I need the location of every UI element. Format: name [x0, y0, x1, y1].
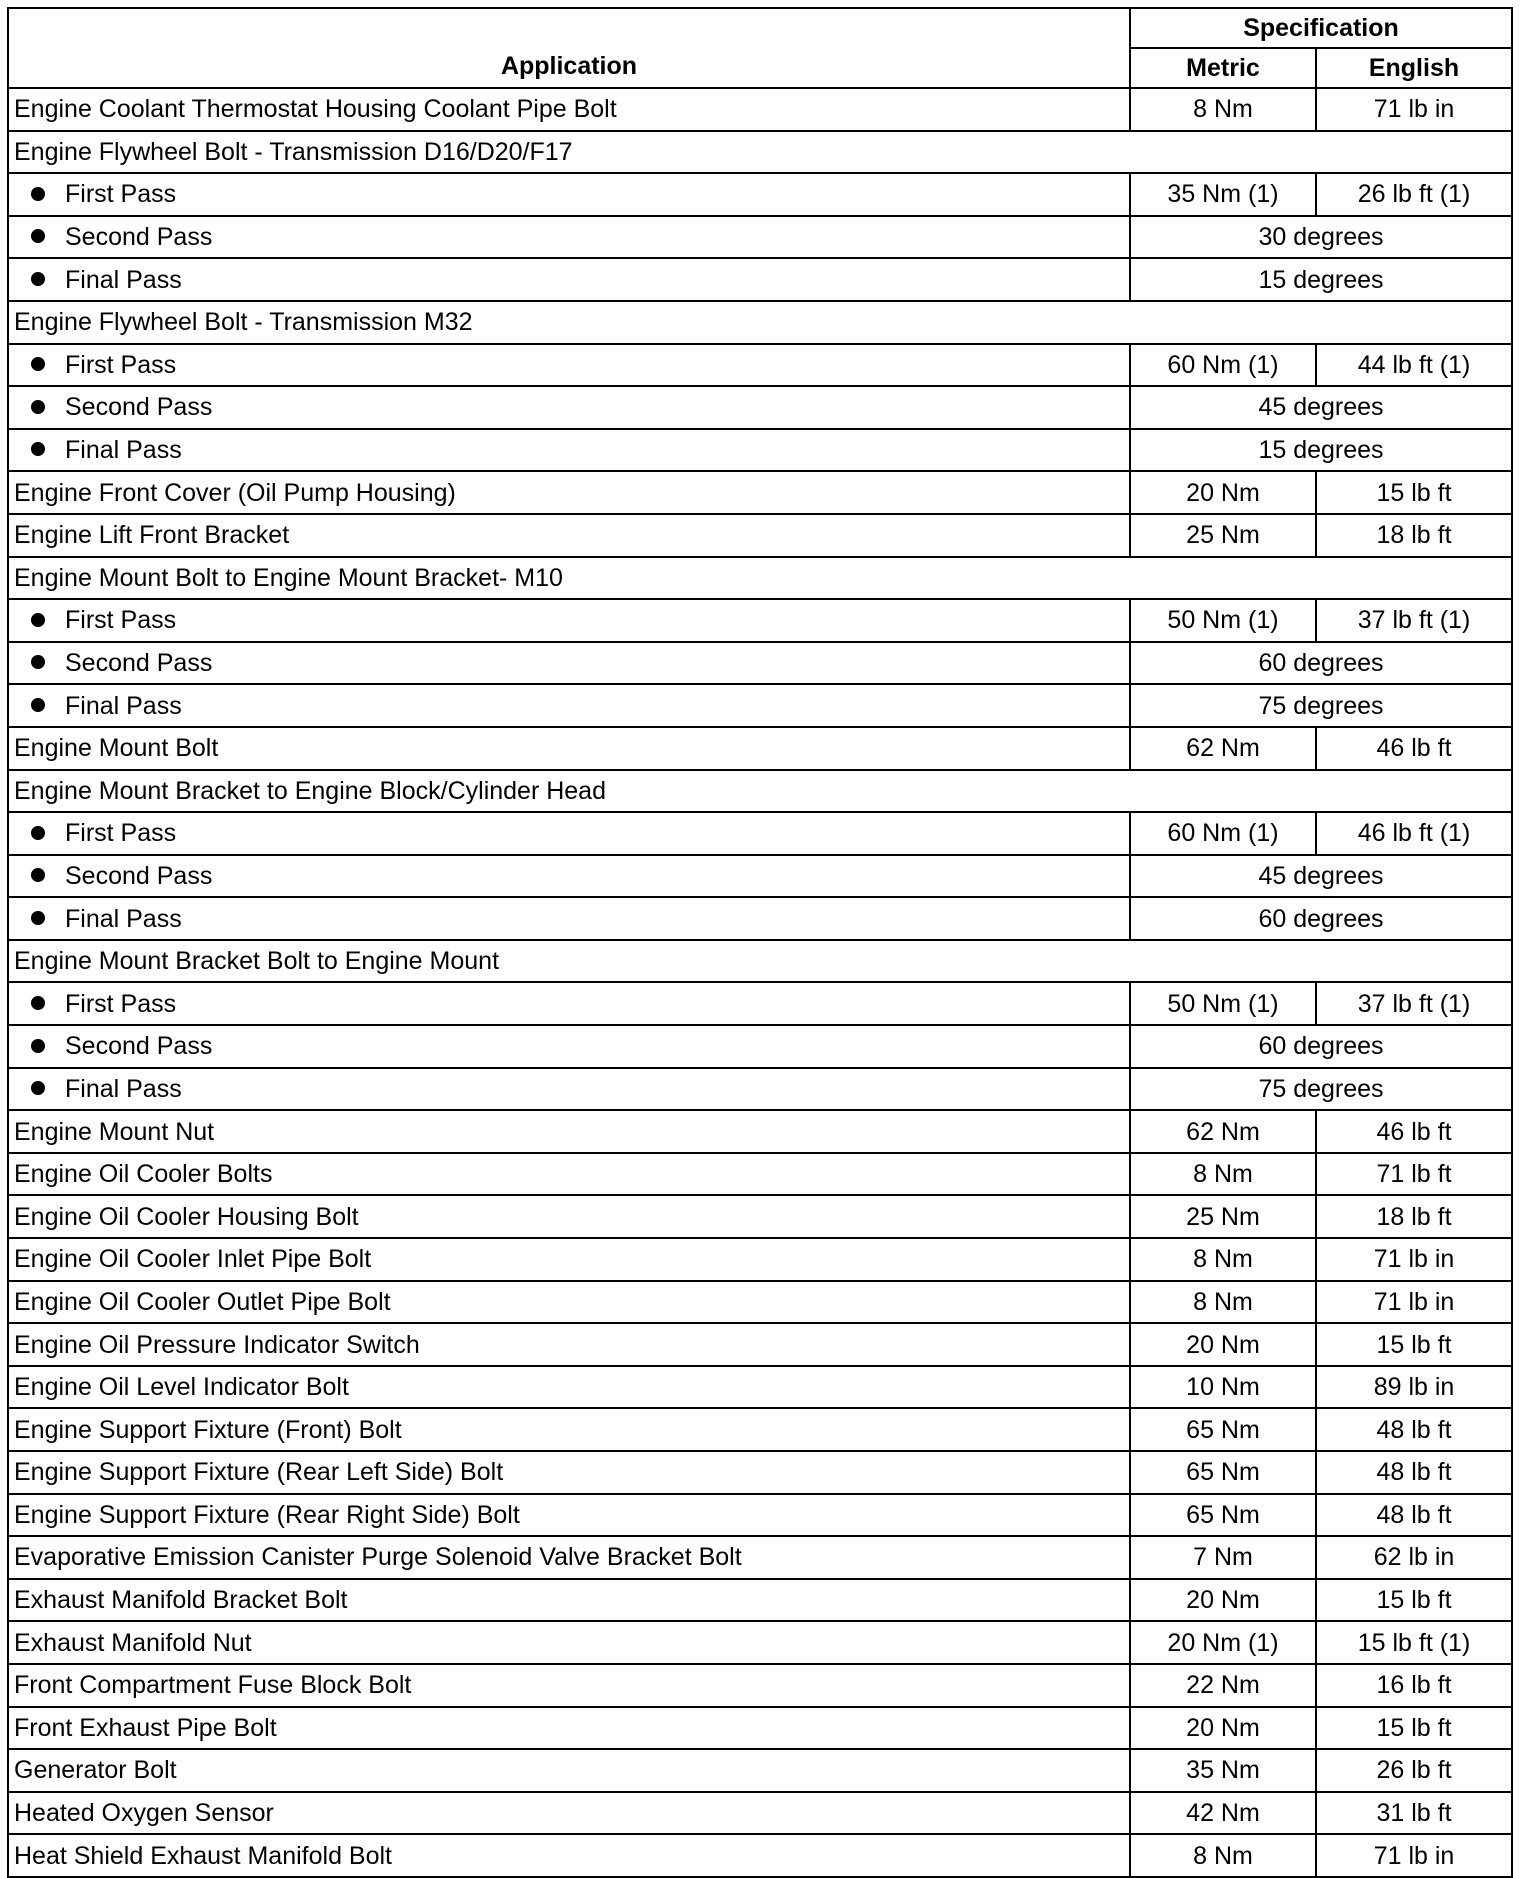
spec-value-cell: 60 degrees	[1130, 1025, 1512, 1068]
english-value-cell: 46 lb ft	[1316, 1110, 1512, 1153]
application-cell	[8, 812, 1130, 855]
metric-value-cell: 8 Nm	[1130, 1238, 1316, 1281]
torque-specification-table	[7, 7, 1513, 1878]
table-row	[8, 855, 1512, 898]
bullet-icon	[31, 442, 45, 456]
table-row	[8, 812, 1512, 855]
table-row	[8, 1068, 1512, 1111]
metric-value-cell: 35 Nm (1)	[1130, 173, 1316, 216]
english-value-cell: 37 lb ft (1)	[1316, 982, 1512, 1025]
application-label: Engine Mount Bolt	[14, 734, 219, 763]
english-value-cell: 44 lb ft (1)	[1316, 344, 1512, 387]
application-label: Second Pass	[65, 393, 213, 422]
metric-value-cell: 22 Nm	[1130, 1664, 1316, 1707]
application-label: Final Pass	[65, 904, 182, 933]
table-row	[8, 1494, 1512, 1537]
table-row	[8, 1195, 1512, 1238]
application-cell	[8, 88, 1130, 131]
bullet-icon	[31, 698, 45, 712]
english-value-cell: 71 lb in	[1316, 88, 1512, 131]
application-cell	[8, 471, 1130, 514]
application-label: Second Pass	[65, 1032, 213, 1061]
application-cell	[8, 1195, 1130, 1238]
spec-value-cell: 15 degrees	[1130, 258, 1512, 301]
table-row	[8, 471, 1512, 514]
application-label: Second Pass	[65, 223, 213, 252]
application-cell	[8, 514, 1130, 557]
application-cell	[8, 940, 1512, 983]
table-row	[8, 770, 1512, 813]
table-row	[8, 1621, 1512, 1664]
table-row	[8, 1025, 1512, 1068]
specification-header: Specification	[1130, 8, 1512, 48]
metric-value-cell: 20 Nm	[1130, 471, 1316, 514]
bullet-icon	[31, 187, 45, 201]
table-row	[8, 429, 1512, 472]
application-cell	[8, 1408, 1130, 1451]
table-header	[8, 8, 1512, 88]
application-cell	[8, 386, 1130, 429]
application-cell	[8, 216, 1130, 259]
bullet-icon	[31, 229, 45, 243]
application-cell	[8, 1323, 1130, 1366]
english-value-cell: 15 lb ft	[1316, 1579, 1512, 1622]
table-row	[8, 386, 1512, 429]
english-value-cell: 46 lb ft	[1316, 727, 1512, 770]
english-value-cell: 37 lb ft (1)	[1316, 599, 1512, 642]
application-label: Generator Bolt	[14, 1756, 177, 1785]
application-cell	[8, 429, 1130, 472]
application-cell	[8, 727, 1130, 770]
table-row	[8, 1110, 1512, 1153]
metric-value-cell: 7 Nm	[1130, 1536, 1316, 1579]
application-label: Engine Oil Level Indicator Bolt	[14, 1373, 349, 1402]
application-cell	[8, 1068, 1130, 1111]
english-value-cell: 16 lb ft	[1316, 1664, 1512, 1707]
table-row	[8, 1281, 1512, 1324]
spec-value-cell: 60 degrees	[1130, 897, 1512, 940]
metric-value-cell: 65 Nm	[1130, 1451, 1316, 1494]
metric-value-cell: 8 Nm	[1130, 1281, 1316, 1324]
application-label: Evaporative Emission Canister Purge Solenoid Valve Bracket Bolt	[14, 1543, 742, 1572]
metric-value-cell: 8 Nm	[1130, 1834, 1316, 1877]
application-label: Engine Mount Nut	[14, 1117, 215, 1146]
table-row	[8, 1153, 1512, 1196]
english-value-cell: 46 lb ft (1)	[1316, 812, 1512, 855]
table-row	[8, 1792, 1512, 1835]
english-value-cell: 89 lb in	[1316, 1366, 1512, 1409]
table-row	[8, 1451, 1512, 1494]
table-row	[8, 1408, 1512, 1451]
english-value-cell: 18 lb ft	[1316, 514, 1512, 557]
spec-value-cell: 45 degrees	[1130, 386, 1512, 429]
application-cell	[8, 1451, 1130, 1494]
bullet-icon	[31, 655, 45, 669]
application-cell	[8, 1621, 1130, 1664]
bullet-icon	[31, 996, 45, 1010]
bullet-icon	[31, 272, 45, 286]
metric-value-cell: 25 Nm	[1130, 1195, 1316, 1238]
table-row	[8, 684, 1512, 727]
metric-value-cell: 62 Nm	[1130, 727, 1316, 770]
application-cell	[8, 1238, 1130, 1281]
table-row	[8, 88, 1512, 131]
table-row	[8, 258, 1512, 301]
application-label: Engine Oil Cooler Bolts	[14, 1160, 273, 1189]
metric-value-cell: 20 Nm	[1130, 1707, 1316, 1750]
metric-value-cell: 65 Nm	[1130, 1494, 1316, 1537]
application-cell	[8, 1707, 1130, 1750]
application-label: Engine Mount Bolt to Engine Mount Bracket- M10	[14, 563, 563, 592]
application-label: Engine Lift Front Bracket	[14, 521, 290, 550]
application-cell	[8, 1792, 1130, 1835]
application-cell	[8, 855, 1130, 898]
application-label: Engine Oil Cooler Inlet Pipe Bolt	[14, 1245, 372, 1274]
application-label: First Pass	[65, 989, 177, 1018]
bullet-icon	[31, 400, 45, 414]
english-value-cell: 48 lb ft	[1316, 1494, 1512, 1537]
application-label: First Pass	[65, 180, 177, 209]
metric-value-cell: 8 Nm	[1130, 88, 1316, 131]
spec-value-cell: 30 degrees	[1130, 216, 1512, 259]
application-label: Engine Support Fixture (Front) Bolt	[14, 1415, 402, 1444]
application-cell	[8, 131, 1512, 174]
table-row	[8, 557, 1512, 600]
application-cell	[8, 599, 1130, 642]
application-label: Engine Flywheel Bolt - Transmission M32	[14, 308, 473, 337]
table-row	[8, 1749, 1512, 1792]
application-cell	[8, 982, 1130, 1025]
application-cell	[8, 897, 1130, 940]
spec-value-cell: 45 degrees	[1130, 855, 1512, 898]
application-cell	[8, 1536, 1130, 1579]
application-cell	[8, 1110, 1130, 1153]
english-value-cell: 71 lb in	[1316, 1238, 1512, 1281]
application-cell	[8, 1281, 1130, 1324]
metric-value-cell: 35 Nm	[1130, 1749, 1316, 1792]
english-value-cell: 71 lb in	[1316, 1281, 1512, 1324]
table-row	[8, 131, 1512, 174]
english-value-cell: 15 lb ft	[1316, 471, 1512, 514]
application-cell	[8, 258, 1130, 301]
table-row	[8, 1707, 1512, 1750]
application-header: Application	[8, 8, 1130, 88]
table-row	[8, 897, 1512, 940]
application-cell	[8, 301, 1512, 344]
application-label: Engine Support Fixture (Rear Right Side) Bolt	[14, 1500, 520, 1529]
metric-value-cell: 60 Nm (1)	[1130, 812, 1316, 855]
table-row	[8, 982, 1512, 1025]
application-label: Engine Flywheel Bolt - Transmission D16/D20/F17	[14, 137, 573, 166]
application-label: Front Compartment Fuse Block Bolt	[14, 1671, 412, 1700]
metric-header: Metric	[1130, 48, 1316, 88]
metric-value-cell: 62 Nm	[1130, 1110, 1316, 1153]
table-body	[8, 88, 1512, 1877]
english-value-cell: 62 lb in	[1316, 1536, 1512, 1579]
table-row	[8, 1664, 1512, 1707]
bullet-icon	[31, 1081, 45, 1095]
spec-value-cell: 60 degrees	[1130, 642, 1512, 685]
bullet-icon	[31, 911, 45, 925]
application-cell	[8, 1153, 1130, 1196]
bullet-icon	[31, 613, 45, 627]
spec-value-cell: 15 degrees	[1130, 429, 1512, 472]
bullet-icon	[31, 1039, 45, 1053]
application-label: Second Pass	[65, 649, 213, 678]
table-row	[8, 173, 1512, 216]
table-row	[8, 216, 1512, 259]
table-row	[8, 940, 1512, 983]
spec-value-cell: 75 degrees	[1130, 1068, 1512, 1111]
application-label: Final Pass	[65, 691, 182, 720]
table-row	[8, 727, 1512, 770]
table-row	[8, 599, 1512, 642]
application-cell	[8, 344, 1130, 387]
application-label: Exhaust Manifold Nut	[14, 1628, 252, 1657]
metric-value-cell: 25 Nm	[1130, 514, 1316, 557]
table-row	[8, 642, 1512, 685]
metric-value-cell: 50 Nm (1)	[1130, 599, 1316, 642]
application-cell	[8, 1366, 1130, 1409]
bullet-icon	[31, 868, 45, 882]
application-cell	[8, 173, 1130, 216]
english-value-cell: 15 lb ft	[1316, 1323, 1512, 1366]
metric-value-cell: 8 Nm	[1130, 1153, 1316, 1196]
application-cell	[8, 557, 1512, 600]
application-label: Engine Oil Cooler Housing Bolt	[14, 1202, 359, 1231]
application-label: First Pass	[65, 350, 177, 379]
application-label: Engine Oil Pressure Indicator Switch	[14, 1330, 420, 1359]
application-label: Final Pass	[65, 436, 182, 465]
application-cell	[8, 1494, 1130, 1537]
application-label: Front Exhaust Pipe Bolt	[14, 1713, 277, 1742]
application-label: Heated Oxygen Sensor	[14, 1799, 274, 1828]
english-value-cell: 48 lb ft	[1316, 1408, 1512, 1451]
bullet-icon	[31, 357, 45, 371]
application-label: Final Pass	[65, 265, 182, 294]
application-cell	[8, 642, 1130, 685]
application-cell	[8, 1025, 1130, 1068]
application-cell	[8, 1834, 1130, 1877]
english-header: English	[1316, 48, 1512, 88]
english-value-cell: 71 lb in	[1316, 1834, 1512, 1877]
english-value-cell: 18 lb ft	[1316, 1195, 1512, 1238]
application-label: Final Pass	[65, 1074, 182, 1103]
metric-value-cell: 60 Nm (1)	[1130, 344, 1316, 387]
english-value-cell: 15 lb ft	[1316, 1707, 1512, 1750]
table-row	[8, 1834, 1512, 1877]
english-value-cell: 26 lb ft (1)	[1316, 173, 1512, 216]
table-row	[8, 1323, 1512, 1366]
application-cell	[8, 1579, 1130, 1622]
application-label: Engine Support Fixture (Rear Left Side) Bolt	[14, 1458, 504, 1487]
application-label: Engine Oil Cooler Outlet Pipe Bolt	[14, 1287, 391, 1316]
application-label: Exhaust Manifold Bracket Bolt	[14, 1586, 348, 1615]
application-label: Second Pass	[65, 861, 213, 890]
metric-value-cell: 20 Nm (1)	[1130, 1621, 1316, 1664]
application-label: Engine Coolant Thermostat Housing Coolant Pipe Bolt	[14, 95, 617, 124]
application-label: Engine Mount Bracket Bolt to Engine Mount	[14, 947, 500, 976]
application-label: First Pass	[65, 606, 177, 635]
table-row	[8, 344, 1512, 387]
english-value-cell: 26 lb ft	[1316, 1749, 1512, 1792]
application-label: Engine Mount Bracket to Engine Block/Cylinder Head	[14, 776, 606, 805]
application-label: Heat Shield Exhaust Manifold Bolt	[14, 1841, 392, 1870]
english-value-cell: 31 lb ft	[1316, 1792, 1512, 1835]
application-cell	[8, 1664, 1130, 1707]
application-label: First Pass	[65, 819, 177, 848]
english-value-cell: 48 lb ft	[1316, 1451, 1512, 1494]
english-value-cell: 15 lb ft (1)	[1316, 1621, 1512, 1664]
spec-value-cell: 75 degrees	[1130, 684, 1512, 727]
metric-value-cell: 20 Nm	[1130, 1323, 1316, 1366]
table-row	[8, 1238, 1512, 1281]
application-cell	[8, 1749, 1130, 1792]
application-cell	[8, 770, 1512, 813]
table-row	[8, 1536, 1512, 1579]
table-row	[8, 1366, 1512, 1409]
metric-value-cell: 10 Nm	[1130, 1366, 1316, 1409]
english-value-cell: 71 lb ft	[1316, 1153, 1512, 1196]
metric-value-cell: 50 Nm (1)	[1130, 982, 1316, 1025]
table-row	[8, 1579, 1512, 1622]
metric-value-cell: 65 Nm	[1130, 1408, 1316, 1451]
application-label: Engine Front Cover (Oil Pump Housing)	[14, 478, 456, 507]
metric-value-cell: 42 Nm	[1130, 1792, 1316, 1835]
header-row-top	[8, 8, 1512, 48]
table-row	[8, 514, 1512, 557]
application-cell	[8, 684, 1130, 727]
table-row	[8, 301, 1512, 344]
metric-value-cell: 20 Nm	[1130, 1579, 1316, 1622]
bullet-icon	[31, 826, 45, 840]
